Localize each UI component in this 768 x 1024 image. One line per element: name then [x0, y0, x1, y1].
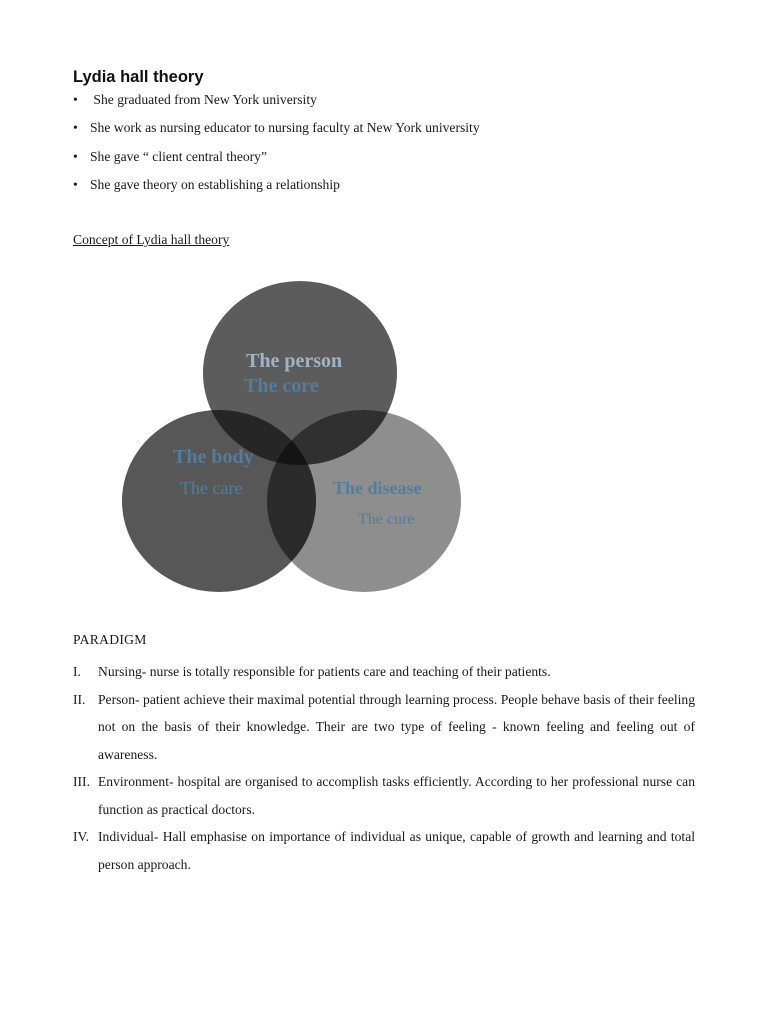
item-number: IV. [73, 829, 89, 844]
bullet-item: • She work as nursing educator to nursing faculty at New York university [73, 118, 713, 146]
bullet-item: • She gave “ client central theory” [73, 147, 713, 175]
label-disease: The disease [333, 478, 422, 498]
label-person: The person [246, 350, 343, 372]
concept-heading: Concept of Lydia hall theory [73, 232, 230, 247]
bullet-item: • She gave theory on establishing a relationship [73, 175, 713, 203]
bullet-item: • She graduated from New York university [73, 90, 713, 118]
item-text: Person- patient achieve their maximal potential through learning process. People behave basis of their feeling not on the basis of their knowledge. Their are two type of feeling - known feeling and feeling out of awareness. [98, 691, 695, 762]
bullet-list [73, 90, 713, 203]
paradigm-item [73, 768, 695, 823]
item-text: Nursing- nurse is totally responsible for patients care and teaching of their patients. [98, 664, 551, 679]
label-person-sub: The core [244, 375, 319, 397]
label-body: The body [173, 446, 254, 468]
page-title: Lydia hall theory [73, 68, 204, 86]
item-text: Environment- hospital are organised to accomplish tasks efficiently. According to her professional nurse can function as practical doctors. [98, 774, 695, 817]
paradigm-list [73, 658, 695, 878]
venn-diagram [110, 272, 480, 602]
label-body-sub: The care [180, 478, 243, 498]
item-number: III. [73, 774, 90, 789]
item-number: I. [73, 664, 81, 679]
paradigm-item [73, 658, 695, 686]
item-text: Individual- Hall emphasise on importance of individual as unique, capable of growth and learning and total person approach. [98, 829, 695, 872]
item-number: II. [73, 691, 86, 707]
paradigm-item [73, 686, 695, 769]
paradigm-heading: PARADIGM [73, 632, 147, 647]
paradigm-item [73, 823, 695, 878]
label-disease-sub: The cure [358, 511, 415, 528]
